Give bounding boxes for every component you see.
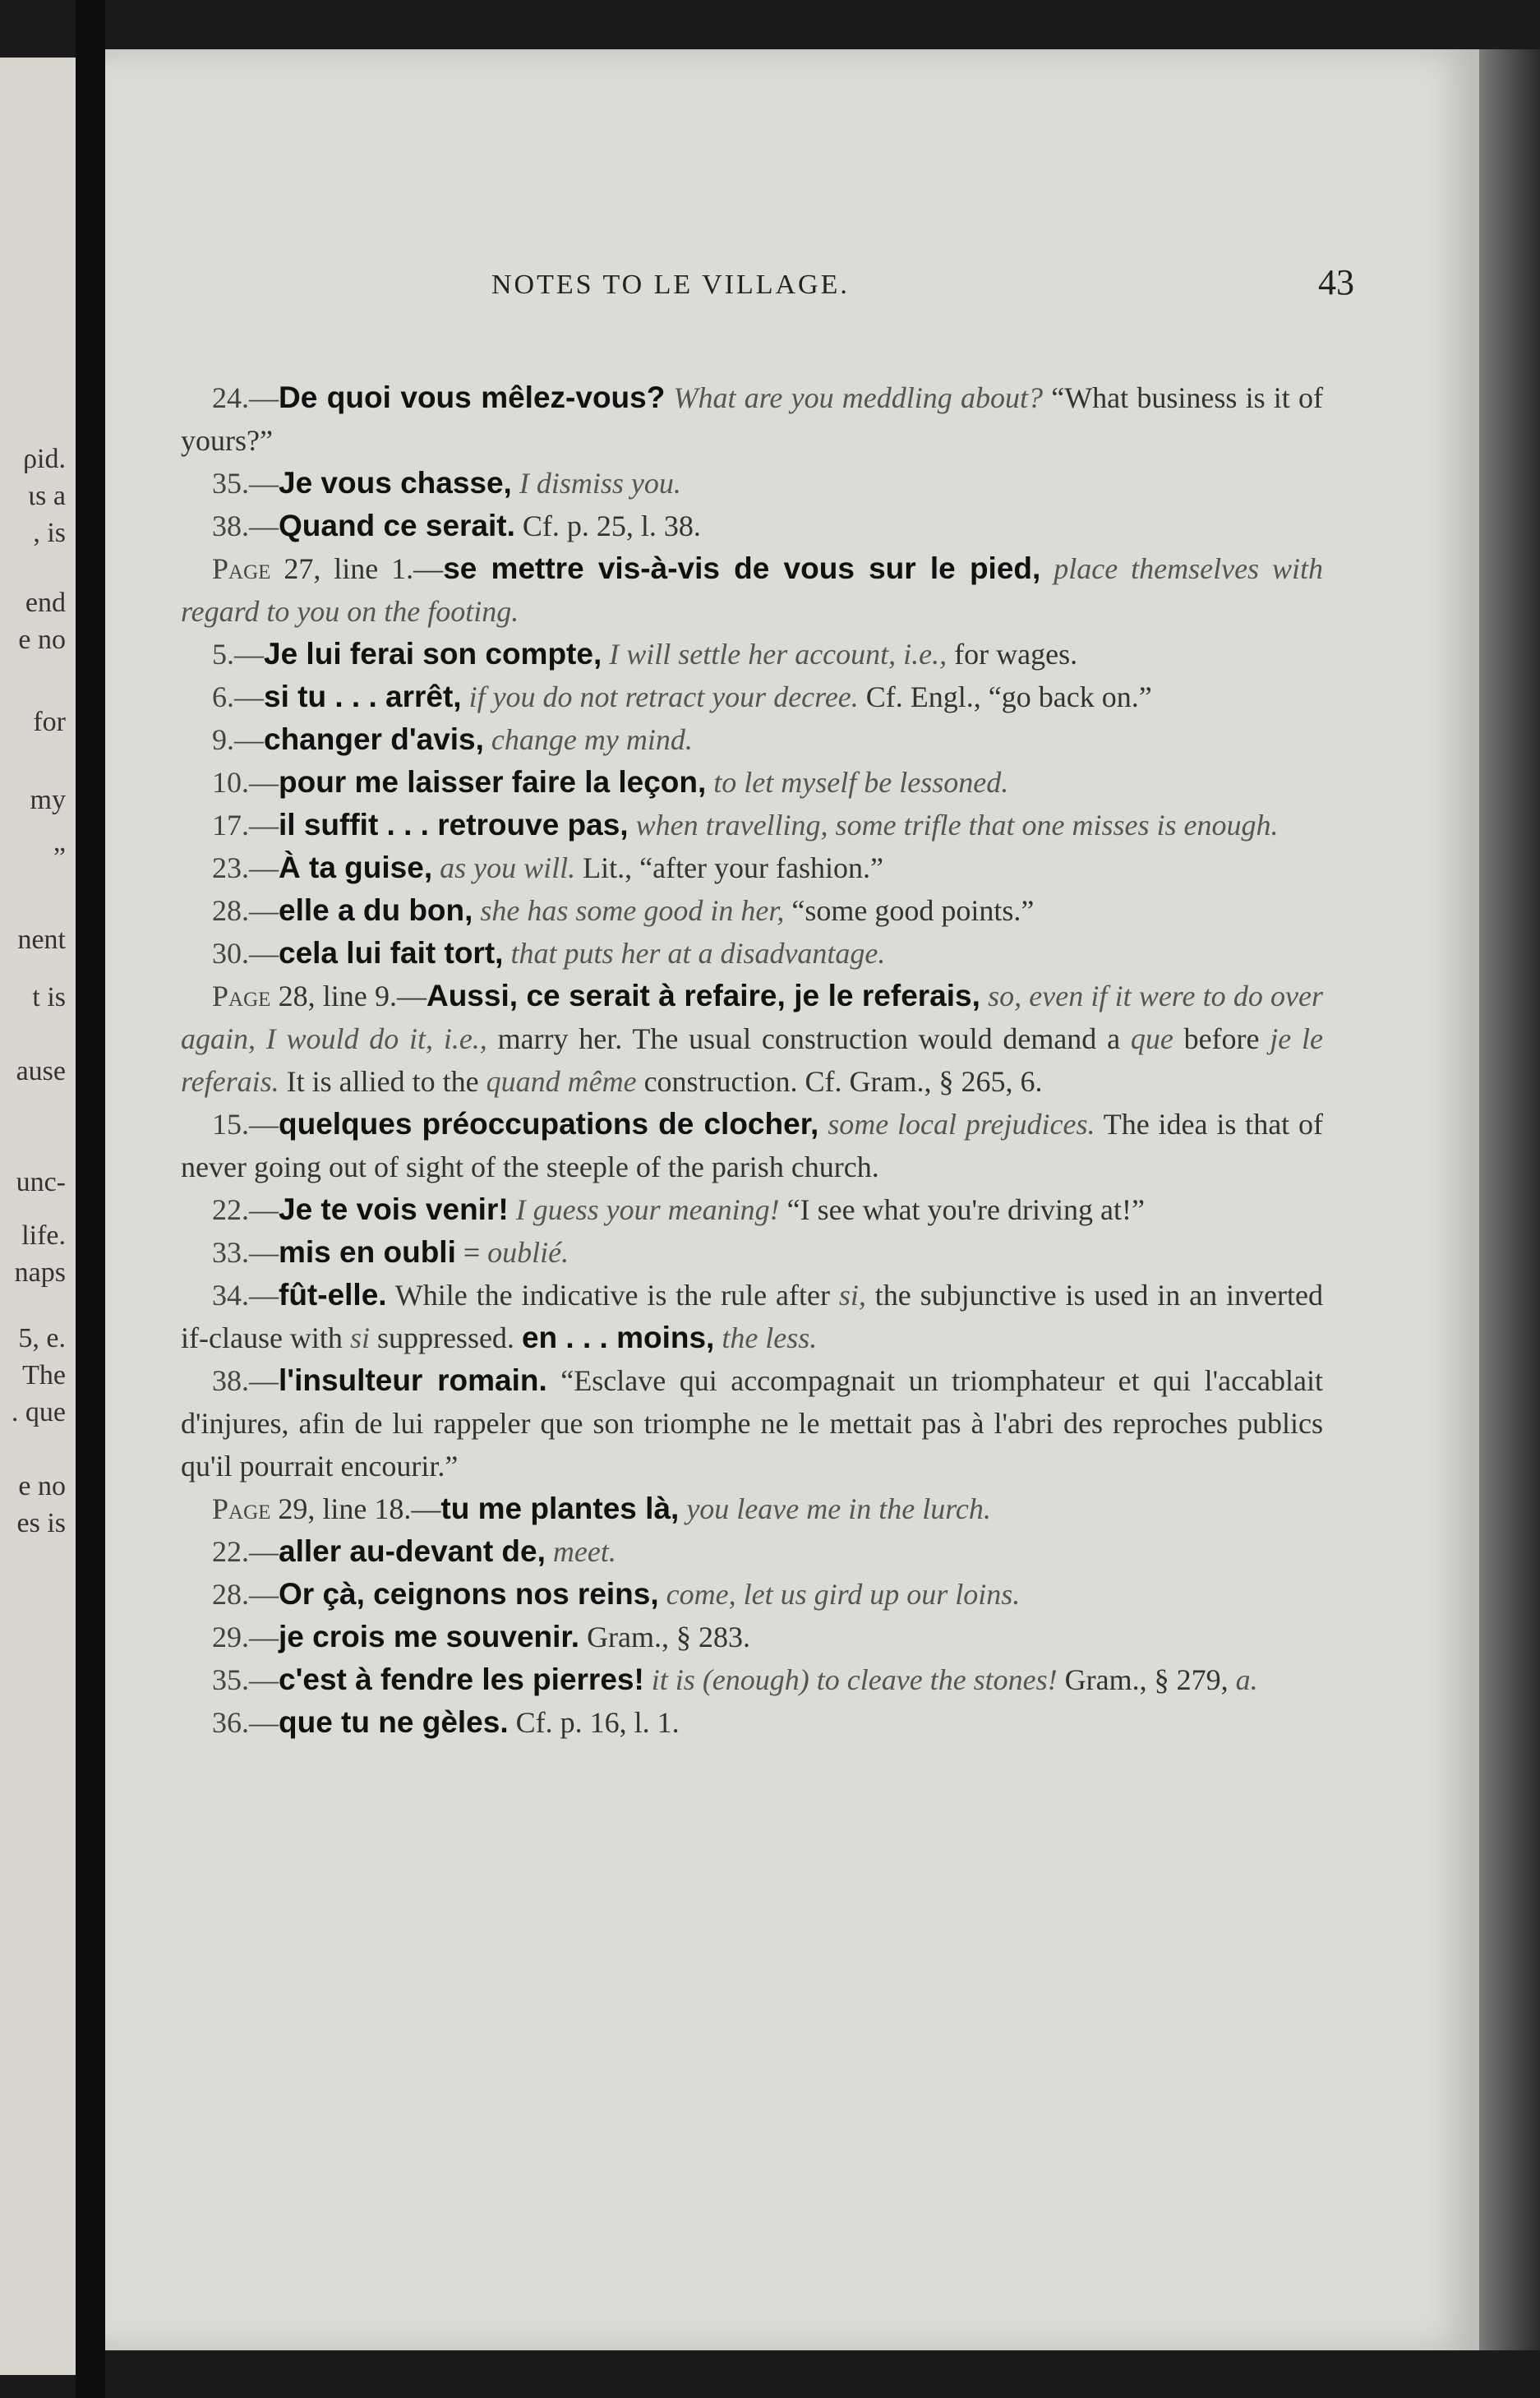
english-gloss: oublié. (487, 1236, 569, 1269)
note-reference: 5.— (212, 638, 264, 671)
english-gloss: change my mind. (491, 723, 693, 756)
note-entry (181, 889, 1323, 932)
french-phrase: Or çà, ceignons nos reins, (279, 1577, 659, 1611)
note-text (665, 381, 673, 414)
note-text: 28, line 9.— (270, 980, 426, 1012)
facing-page-fragment: es is (16, 1508, 66, 1538)
note-reference: 23.— (212, 851, 279, 884)
note-text (1040, 552, 1054, 585)
note-text: “some good points.” (784, 894, 1035, 927)
french-phrase: que tu ne gèles. (279, 1705, 509, 1739)
note-reference: 38.— (212, 1364, 279, 1397)
note-text: Gram., § 279, (1057, 1663, 1236, 1696)
french-phrase: elle a du bon, (279, 893, 473, 927)
french-phrase: pour me laisser faire la leçon, (279, 765, 707, 799)
facing-page-fragment: life. (21, 1220, 66, 1251)
english-gloss: a. (1235, 1663, 1258, 1696)
note-text (484, 723, 491, 756)
note-reference: 10.— (212, 766, 279, 799)
note-text (602, 638, 609, 671)
note-reference: 36.— (212, 1706, 279, 1739)
note-entry (181, 462, 1323, 505)
english-gloss: I will settle her account, i.e., (609, 638, 948, 671)
page-marker: Page (212, 980, 271, 1012)
facing-page-fragment: unc- (16, 1167, 66, 1197)
note-text: before (1173, 1022, 1270, 1055)
note-entry (181, 804, 1323, 846)
note-entry (181, 1573, 1323, 1616)
note-entry (181, 547, 1323, 633)
facing-page-fragment: , is (33, 518, 66, 548)
note-entry (181, 1701, 1323, 1744)
note-entry (181, 676, 1323, 718)
facing-page-edge (0, 58, 76, 2375)
french-phrase: il suffit . . . retrouve pas, (279, 808, 629, 842)
note-reference: 34.— (212, 1279, 279, 1312)
note-text: = (455, 1236, 488, 1269)
note-text: “Esclave qui accompagnait un triomphateur et qui l'accablait d'injures, afin de lui rappeler que son triomphe ne le mettait pas à l'abri des reproches publics qu'il pourrait encourir.” (181, 1364, 1323, 1483)
english-gloss: quand même (486, 1065, 637, 1098)
note-text: Gram., § 283. (579, 1621, 751, 1653)
note-entry (181, 1274, 1323, 1359)
note-text (432, 851, 440, 884)
french-phrase: cela lui fait tort, (279, 936, 504, 970)
facing-page-fragment: t is (32, 982, 66, 1012)
english-gloss: que (1130, 1022, 1173, 1055)
english-gloss: some local prejudices. (828, 1108, 1095, 1141)
facing-page-fragment: naps (14, 1257, 66, 1288)
english-gloss: What are you meddling about? (673, 381, 1043, 414)
note-reference: 15.— (212, 1108, 279, 1141)
note-text (818, 1108, 828, 1141)
facing-page-fragment: for (33, 707, 66, 737)
note-text: While the indicative is the rule after (386, 1279, 839, 1312)
english-gloss: I guess your meaning! (515, 1193, 780, 1226)
french-phrase: De quoi vous mêlez-vous? (279, 380, 666, 414)
note-text: marry her. The usual construction would demand a (486, 1022, 1131, 1055)
english-gloss: you leave me in the lurch. (686, 1492, 991, 1525)
note-reference: 35.— (212, 467, 279, 500)
note-text: It is allied to the (279, 1065, 486, 1098)
note-reference: 6.— (212, 680, 264, 713)
french-phrase: fût-elle. (279, 1278, 387, 1312)
facing-page-fragment: ause (16, 1056, 66, 1086)
french-phrase: l'insulteur romain. (279, 1363, 547, 1397)
french-phrase: quelques préoccupations de clocher, (279, 1107, 819, 1141)
english-gloss: come, let us gird up our loins. (666, 1578, 1021, 1611)
note-text (659, 1578, 666, 1611)
note-text (980, 980, 988, 1012)
note-entry (181, 505, 1323, 547)
english-gloss: if you do not retract your decree. (468, 680, 859, 713)
note-text: Cf. p. 25, l. 38. (514, 510, 701, 542)
note-entry (181, 1616, 1323, 1658)
french-phrase: Aussi, ce serait à refaire, je le referais, (426, 979, 980, 1012)
note-text (714, 1321, 722, 1354)
facing-page-fragment: nent (17, 925, 66, 955)
english-gloss: she has some good in her, (480, 894, 785, 927)
note-entry (181, 932, 1323, 975)
page-marker: Page (212, 552, 271, 585)
french-phrase: mis en oubli (279, 1235, 456, 1269)
english-gloss: je le referais. (181, 1022, 1324, 1098)
facing-page-fragment: . que (11, 1397, 66, 1427)
english-gloss: meet. (552, 1535, 616, 1568)
facing-page-fragment: ιs a (28, 481, 66, 511)
note-entry (181, 718, 1323, 761)
note-reference: 9.— (212, 723, 264, 756)
note-reference: 35.— (212, 1663, 279, 1696)
page-header (491, 261, 1354, 311)
english-gloss: when travelling, some trifle that one misses is enough. (635, 809, 1279, 842)
note-entry (181, 846, 1323, 889)
english-gloss: the less. (722, 1321, 818, 1354)
note-entry (181, 376, 1323, 462)
note-reference: 29.— (212, 1621, 279, 1653)
note-reference: 22.— (212, 1535, 279, 1568)
french-phrase: tu me plantes là, (440, 1492, 680, 1525)
note-entry (181, 1658, 1323, 1701)
facing-page-fragment: e no (18, 1471, 66, 1501)
note-reference: 17.— (212, 809, 279, 842)
french-phrase: je crois me souvenir. (279, 1620, 580, 1653)
facing-page-fragment: ” (53, 842, 66, 873)
note-reference: 38.— (212, 510, 279, 542)
note-reference: 28.— (212, 894, 279, 927)
french-phrase: Je te vois venir! (279, 1192, 509, 1226)
page-number: 43 (1318, 262, 1354, 302)
note-entry (181, 1103, 1323, 1188)
note-reference: 30.— (212, 937, 279, 970)
note-text (706, 766, 713, 799)
note-text (462, 680, 469, 713)
book-page (105, 49, 1479, 2350)
french-phrase: si tu . . . arrêt, (264, 680, 462, 713)
note-entry (181, 1231, 1323, 1274)
note-text: the subjunctive is used in an inverted if-clause with (181, 1279, 1323, 1354)
facing-page-fragment: e no (18, 625, 66, 655)
note-text: 27, line 1.— (270, 552, 444, 585)
french-phrase: Quand ce serait. (279, 509, 515, 542)
english-gloss: to let myself be lessoned. (713, 766, 1009, 799)
note-reference: 22.— (212, 1193, 279, 1226)
note-text (679, 1492, 686, 1525)
french-phrase: changer d'avis, (264, 722, 484, 756)
facing-page-fragment: The (22, 1360, 66, 1390)
note-text: Cf. Engl., “go back on.” (858, 680, 1152, 713)
english-gloss: si, (838, 1279, 866, 1312)
running-head: NOTES TO LE VILLAGE. (491, 270, 850, 300)
note-text: Lit., “after your fashion.” (575, 851, 883, 884)
note-entry (181, 975, 1323, 1103)
french-phrase: se mettre vis-à-vis de vous sur le pied, (443, 551, 1041, 585)
english-gloss: as you will. (440, 851, 576, 884)
note-entry (181, 633, 1323, 676)
note-entry (181, 1530, 1323, 1573)
french-phrase: aller au-devant de, (279, 1534, 546, 1568)
notes-body (181, 376, 1323, 1744)
book-gutter (76, 0, 105, 2398)
french-phrase: À ta guise, (279, 851, 433, 884)
note-text: 29, line 18.— (270, 1492, 441, 1525)
note-text: construction. Cf. Gram., § 265, 6. (636, 1065, 1043, 1098)
french-phrase: c'est à fendre les pierres! (279, 1662, 644, 1696)
note-text: “What business is it of yours?” (181, 381, 1324, 457)
english-gloss: I dismiss you. (519, 467, 681, 500)
note-reference: 33.— (212, 1236, 279, 1269)
note-text: for wages. (947, 638, 1078, 671)
facing-page-fragment: ρid. (23, 444, 66, 474)
note-reference: 28.— (212, 1578, 279, 1611)
english-gloss: that puts her at a disadvantage. (510, 937, 886, 970)
note-text (512, 467, 519, 500)
note-text (629, 809, 636, 842)
note-text (509, 1193, 516, 1226)
note-entry (181, 1188, 1323, 1231)
french-phrase: en . . . moins, (521, 1321, 715, 1354)
note-text: Cf. p. 16, l. 1. (508, 1706, 680, 1739)
note-text (644, 1663, 652, 1696)
note-text: suppressed. (369, 1321, 522, 1354)
french-phrase: Je lui ferai son compte, (264, 637, 602, 671)
facing-page-fragment: end (25, 588, 66, 618)
facing-page-fragment: 5, e. (18, 1323, 66, 1353)
note-text: The idea is that of never going out of sight of the steeple of the parish church. (181, 1108, 1324, 1183)
note-entry (181, 761, 1323, 804)
note-entry (181, 1487, 1323, 1530)
english-gloss: si (349, 1321, 370, 1354)
page-edge-shadow (1479, 49, 1540, 2350)
note-reference: 24.— (212, 381, 279, 414)
english-gloss: it is (enough) to cleave the stones! (651, 1663, 1058, 1696)
page-marker: Page (212, 1492, 271, 1525)
english-gloss: place themselves with regard to you on the footing. (181, 552, 1324, 628)
english-gloss: so, even if it were to do over again, I would do it, i.e., (181, 980, 1324, 1055)
note-text: “I see what you're driving at!” (779, 1193, 1145, 1226)
note-entry (181, 1359, 1323, 1487)
facing-page-fragment: my (30, 785, 66, 815)
note-text (546, 1535, 553, 1568)
french-phrase: Je vous chasse, (279, 466, 512, 500)
